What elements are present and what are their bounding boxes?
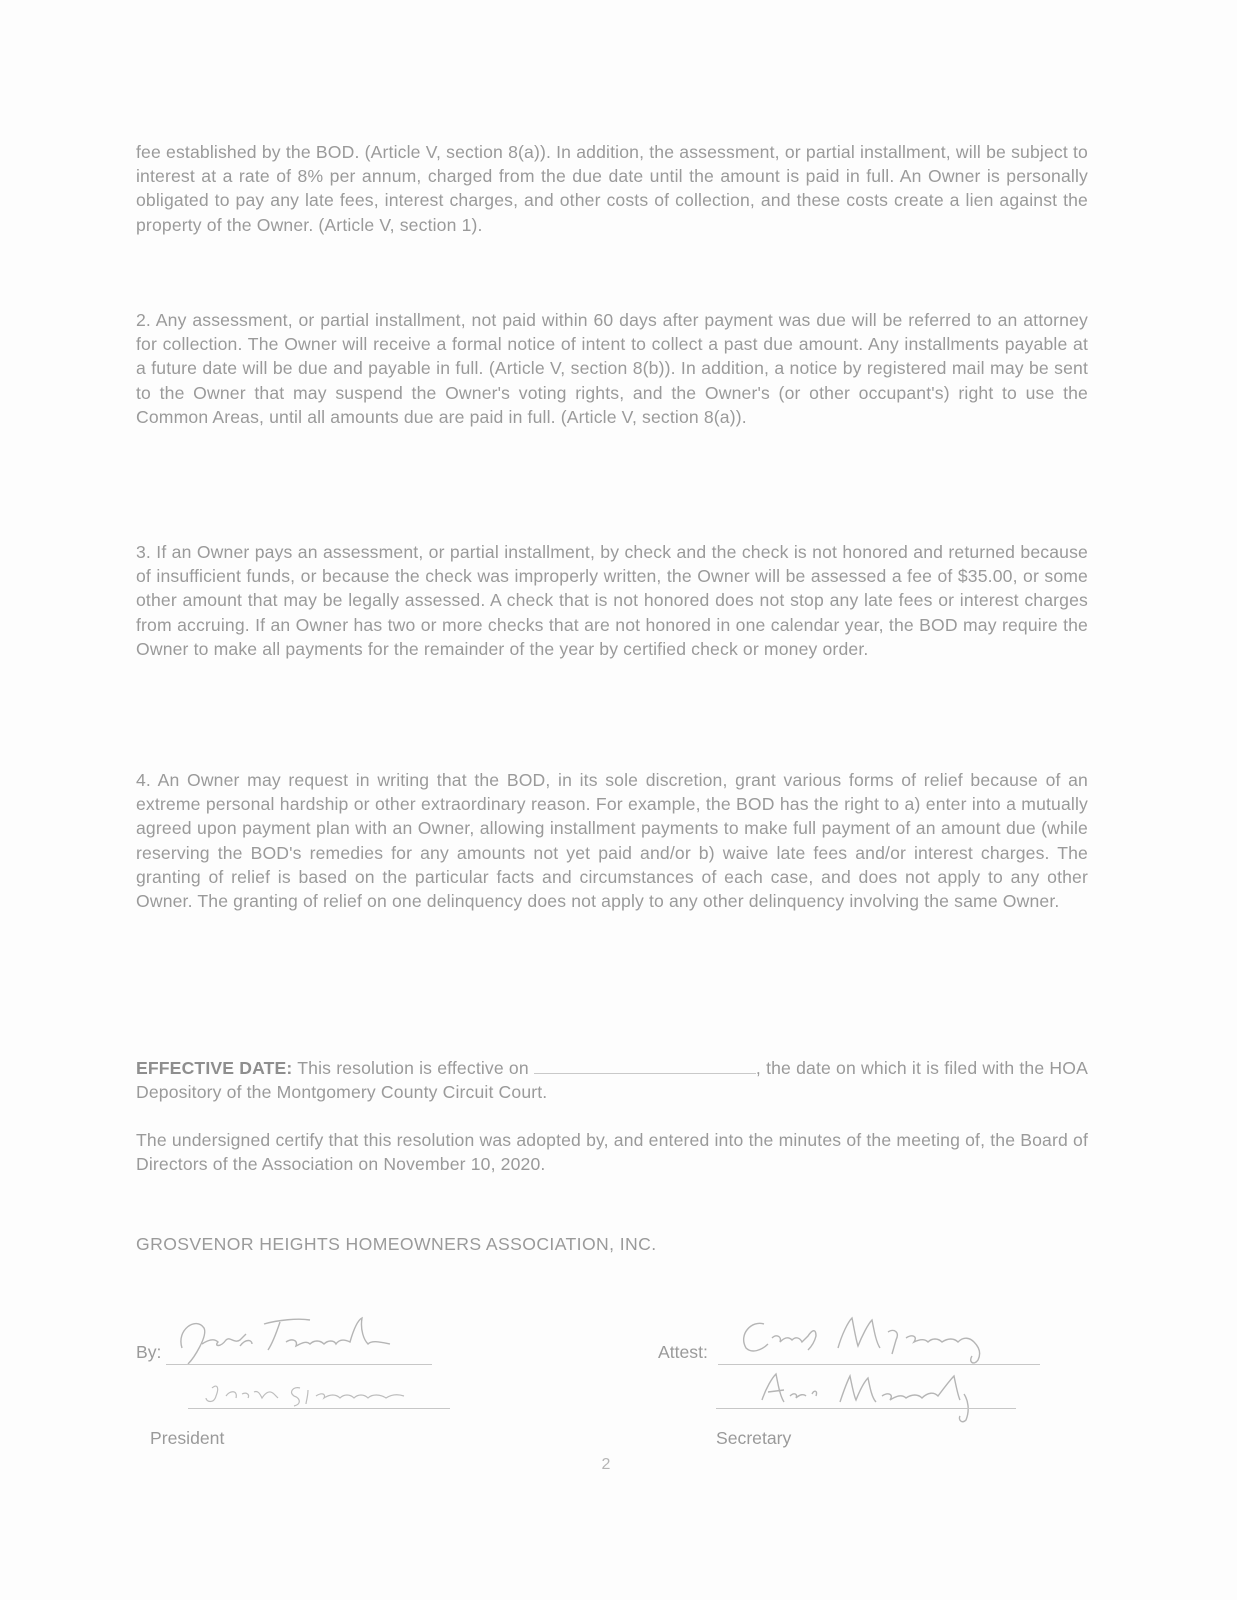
attest-label: Attest:	[658, 1342, 708, 1362]
paragraph-attorney-collection: 2. Any assessment, or partial installment, not paid within 60 days after payment was due will be referred to an attorney for collection. The Owner will receive a formal notice of intent to collect a past due amount. Any installments payable at a future date will be due and payable in full. (Article V, section 8(b)). In addition, a notice by registered mail may be sent to the Owner that may suspend the Owner's voting rights, and the Owner's (or other occupant's) right to use the Common Areas, until all amounts due are paid in full. (Article V, section 8(a)).	[136, 310, 1088, 427]
paragraph-effective-date	[136, 1056, 1088, 1104]
paragraph-late-fee-interest: fee established by the BOD. (Article V, section 8(a)). In addition, the assessment, or partial installment, will be subject to interest at a rate of 8% per annum, charged from the due date until the amount is paid in full. An Owner is personally obligated to pay any late fees, interest charges, and other costs of collection, and these costs create a lien against the property of the Owner. (Article V, section 1).	[136, 142, 1088, 235]
paragraph-returned-check: 3. If an Owner pays an assessment, or partial installment, by check and the check is not honored and returned because of insufficient funds, or because the check was improperly written, the Owner will be assessed a fee of $35.00, or some other amount that may be legally assessed. A check that is not honored does not stop any late fees or interest charges from accruing. If an Owner has two or more checks that are not honored in one calendar year, the BOD may require the Owner to make all payments for the remainder of the year by certified check or money order.	[136, 542, 1088, 659]
page-number: 2	[601, 1456, 611, 1473]
president-signature-line	[166, 1364, 432, 1365]
secretary-name-line	[716, 1408, 1016, 1409]
paragraph-hardship-relief: 4. An Owner may request in writing that the BOD, in its sole discretion, grant various forms of relief because of an extreme personal hardship or other extraordinary reason. For example, the BOD has the right to a) enter into a mutually agreed upon payment plan with an Owner, allowing installment payments to make full payment of an amount due (while reserving the BOD's remedies for any amounts not yet paid and/or b) waive late fees and/or interest charges. The granting of relief is based on the particular facts and circumstances of each case, and does not apply to any other Owner. The granting of relief on one delinquency does not apply to any other delinquency involving the same Owner.	[136, 770, 1088, 912]
secretary-signature-line	[718, 1364, 1040, 1365]
president-name-line	[188, 1408, 450, 1409]
effective-date-text-after: , the date on which it is filed with the HOA Depository of the Montgomery County Circuit Court.	[136, 1058, 1088, 1103]
by-label: By:	[136, 1342, 162, 1362]
secretary-signature	[730, 1310, 1050, 1370]
effective-date-text-before: This resolution is effective on	[292, 1058, 534, 1078]
effective-date-blank-line	[534, 1059, 756, 1074]
president-signature	[168, 1310, 448, 1370]
association-name: GROSVENOR HEIGHTS HOMEOWNERS ASSOCIATION, INC.	[136, 1234, 657, 1254]
effective-date-label: EFFECTIVE DATE:	[136, 1058, 293, 1078]
signature-block	[0, 1310, 1237, 1470]
secretary-title: Secretary	[716, 1428, 792, 1448]
president-title: President	[150, 1428, 225, 1448]
paragraph-certification: The undersigned certify that this resolution was adopted by, and entered into the minutes of the meeting of, the Board of Directors of the Association on November 10, 2020.	[136, 1130, 1088, 1175]
secretary-printed-name-signature	[732, 1366, 1012, 1426]
